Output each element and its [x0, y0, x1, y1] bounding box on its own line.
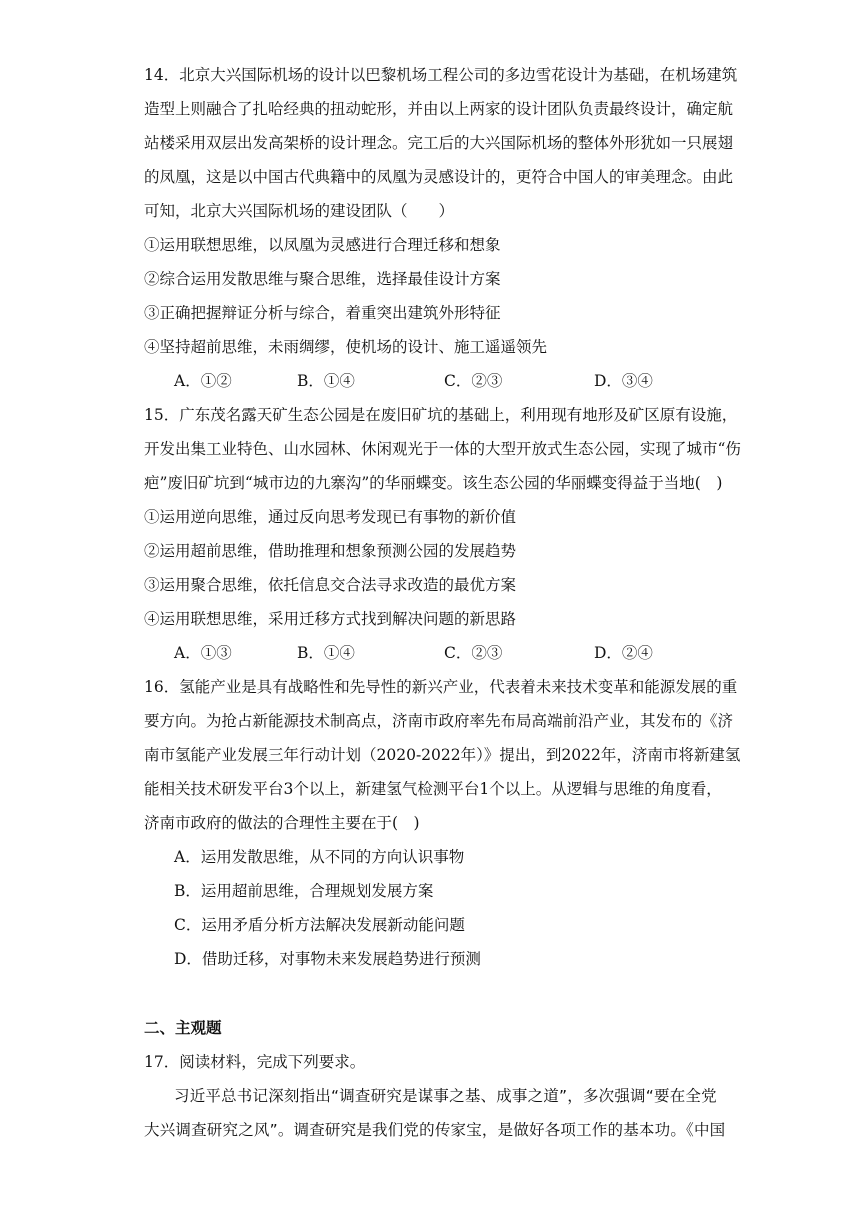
question-16-option-d: D．借助迁移，对事物未来发展趋势进行预测	[174, 950, 481, 968]
question-14-item-2: ②综合运用发散思维与聚合思维，选择最佳设计方案	[144, 270, 501, 288]
question-16-option-c: C．运用矛盾分析方法解决发展新动能问题	[174, 916, 465, 934]
question-15-options	[174, 643, 694, 663]
question-16-stem-line: 济南市政府的做法的合理性主要在于( )	[144, 814, 420, 832]
question-16-stem-line: 16．氢能产业是具有战略性和先导性的新兴产业，代表着未来技术变革和能源发展的重	[144, 678, 738, 696]
option-a: A．①②	[174, 372, 232, 390]
question-14-item-4: ④坚持超前思维，未雨绸缪，使机场的设计、施工遥遥领先	[144, 338, 548, 356]
question-15-item-1: ①运用逆向思维，通过反向思考发现已有事物的新价值	[144, 508, 517, 526]
question-14-stem-line: 造型上则融合了扎哈经典的扭动蛇形，并由以上两家的设计团队负责最终设计，确定航	[144, 100, 734, 118]
question-16-option-a: A．运用发散思维，从不同的方向认识事物	[174, 848, 465, 866]
question-17-material-line: 习近平总书记深刻指出“调查研究是谋事之基、成事之道”，多次强调“要在全党	[174, 1087, 717, 1105]
question-15-item-3: ③运用聚合思维，依托信息交合法寻求改造的最优方案	[144, 576, 517, 594]
question-16-stem-line: 能相关技术研发平台3个以上，新建氢气检测平台1个以上。从逻辑与思维的角度看，	[144, 780, 722, 798]
question-14-stem-line: 14．北京大兴国际机场的设计以巴黎机场工程公司的多边雪花设计为基础，在机场建筑	[144, 66, 738, 84]
option-d: D．②④	[594, 644, 653, 662]
question-17-material-line: 大兴调查研究之风”。调查研究是我们党的传家宝，是做好各项工作的基本功。《中国	[144, 1121, 726, 1139]
option-b: B．①④	[297, 372, 355, 390]
question-16-option-b: B．运用超前思维，合理规划发展方案	[174, 882, 434, 900]
question-14-stem-line: 可知，北京大兴国际机场的建设团队（ ）	[144, 202, 455, 220]
option-b: B．①④	[297, 644, 355, 662]
question-16-stem-line: 南市氢能产业发展三年行动计划（2020-2022年）》提出，到2022年，济南市将新建氢	[144, 746, 741, 764]
question-14-stem-line: 站楼采用双层出发高架桥的设计理念。完工后的大兴国际机场的整体外形犹如一只展翅	[144, 134, 734, 152]
option-d: D．③④	[594, 372, 653, 390]
question-14-stem-line: 的凤凰，这是以中国古代典籍中的凤凰为灵感设计的，更符合中国人的审美理念。由此	[144, 168, 734, 186]
question-17-prompt: 17．阅读材料，完成下列要求。	[144, 1053, 366, 1071]
question-14-item-3: ③正确把握辩证分析与综合，着重突出建筑外形特征	[144, 304, 501, 322]
question-15-item-2: ②运用超前思维，借助推理和想象预测公园的发展趋势	[144, 542, 517, 560]
question-14-options	[174, 371, 694, 391]
option-a: A．①③	[174, 644, 232, 662]
question-15-stem-line: 15．广东茂名露天矿生态公园是在废旧矿坑的基础上，利用现有地形及矿区原有设施，	[144, 406, 738, 424]
section-heading: 二、主观题	[144, 1018, 222, 1037]
question-15-stem-line: 开发出集工业特色、山水园林、休闲观光于一体的大型开放式生态公园，实现了城市“伤	[144, 440, 741, 458]
question-16-stem-line: 要方向。为抢占新能源技术制高点，济南市政府率先布局高端前沿产业，其发布的《济	[144, 712, 734, 730]
option-c: C．②③	[444, 372, 503, 390]
question-15-stem-line: 疤”废旧矿坑到“城市边的九寨沟”的华丽蝶变。该生态公园的华丽蝶变得益于当地( )	[144, 474, 723, 492]
question-15-item-4: ④运用联想思维，采用迁移方式找到解决问题的新思路	[144, 610, 517, 628]
question-14-item-1: ①运用联想思维，以凤凰为灵感进行合理迁移和想象	[144, 236, 501, 254]
option-c: C．②③	[444, 644, 503, 662]
